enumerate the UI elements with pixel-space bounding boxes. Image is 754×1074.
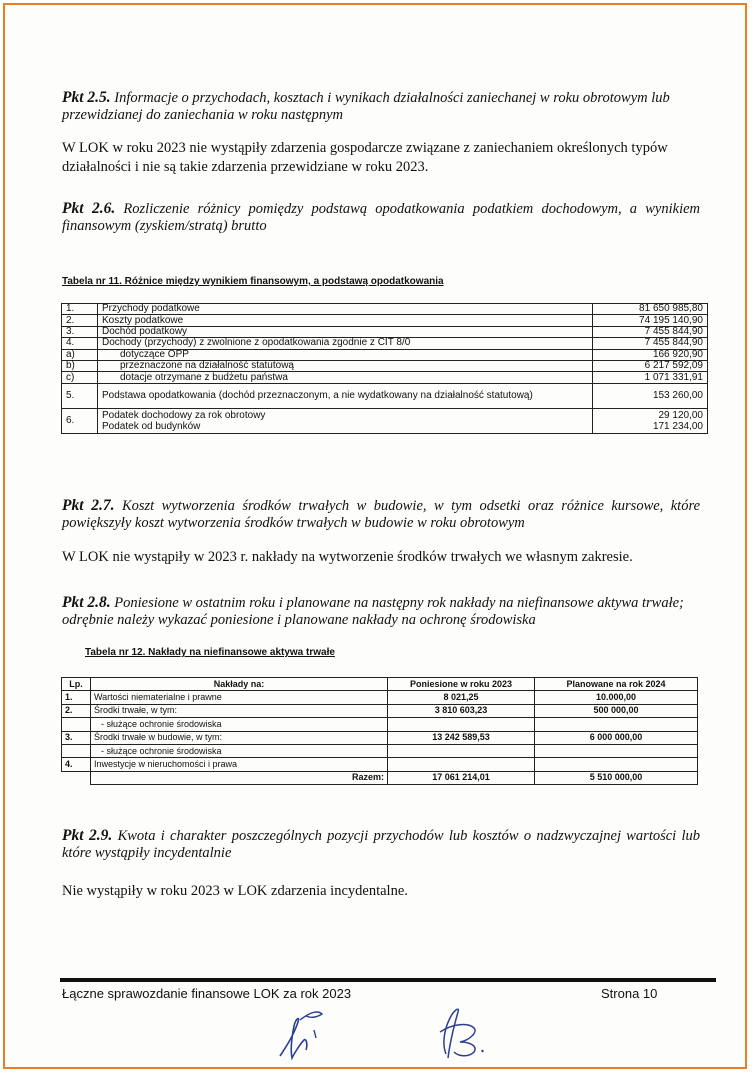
cell-label: przeznaczone na działalność statutową: [98, 360, 593, 371]
table-row: [62, 691, 698, 704]
table-row: [62, 744, 698, 757]
section-2-5-number: Pkt 2.5.: [62, 89, 111, 106]
table-row: [62, 731, 698, 744]
cell-label: dotacje otrzymane z budżetu państwa: [98, 372, 593, 383]
cell-label: - służące ochronie środowiska: [91, 744, 388, 757]
section-2-9-heading: [62, 827, 700, 862]
footer-page-number: Strona 10: [601, 986, 658, 1001]
cell-value: [593, 408, 708, 433]
footer-rule: [60, 978, 716, 982]
table-row: [62, 758, 698, 771]
table-row: [62, 408, 708, 433]
header-spent: Poniesione w roku 2023: [388, 678, 535, 691]
section-2-9-title: Kwota i charakter poszczególnych pozycji przychodów lub kosztów o nadzwyczajnej wartości lub które wystąpiły incydentalnie: [62, 828, 701, 861]
section-2-7-number: Pkt 2.7.: [62, 497, 115, 514]
cell-lp: 4.: [62, 338, 98, 349]
cell-value: 74 195 140,90: [593, 315, 708, 326]
cell-label: Dochód podatkowy: [98, 326, 593, 337]
cell-label: Przychody podatkowe: [98, 304, 593, 315]
building-tax-label: Podatek od budynków: [102, 420, 201, 432]
cell-label: Inwestycje w nieruchomości i prawa: [91, 758, 388, 771]
cell-label: Wartości niematerialne i prawne: [91, 691, 388, 704]
cell-value: 7 455 844,90: [593, 338, 708, 349]
table-row: [62, 718, 698, 731]
cell-value: 166 920,90: [593, 349, 708, 360]
cell-value: 7 455 844,90: [593, 326, 708, 337]
cell-label: Dochody (przychody) z zwolnione z opodatkowania zgodnie z CIT 8/0: [98, 338, 593, 349]
cell-value: 153 260,00: [593, 383, 708, 408]
cell-spent: [388, 758, 535, 771]
cell-lp: 3.: [62, 731, 91, 744]
table-12: [61, 677, 698, 785]
section-2-6-heading: [62, 200, 700, 235]
cell-planned: [535, 758, 698, 771]
total-planned: 5 510 000,00: [535, 771, 698, 784]
cell-lp: [62, 744, 91, 757]
cell-spent: 8 021,25: [388, 691, 535, 704]
section-2-8-heading: [62, 594, 702, 629]
cell-lp: c): [62, 372, 98, 383]
cell-spent: [388, 718, 535, 731]
section-2-6-number: Pkt 2.6.: [62, 200, 116, 217]
header-lp: Lp.: [62, 678, 91, 691]
section-2-7-heading: [62, 497, 700, 532]
cell-spent: [388, 744, 535, 757]
cell-planned: [535, 744, 698, 757]
cell-planned: 6 000 000,00: [535, 731, 698, 744]
cell-planned: 10.000,00: [535, 691, 698, 704]
table-row: [62, 349, 708, 360]
cell-lp: b): [62, 360, 98, 371]
cell-lp: 5.: [62, 383, 98, 408]
table-row: [62, 704, 698, 717]
table-row: [62, 326, 708, 337]
cell-lp: [62, 718, 91, 731]
cell-lp: 2.: [62, 315, 98, 326]
building-tax-value: 171 234,00: [652, 420, 703, 432]
section-2-5-body: W LOK w roku 2023 nie wystąpiły zdarzenia gospodarcze związane z zaniechaniem określonych typów działalności i nie są takie zdarzenia przewidziane w roku 2023.: [62, 140, 668, 175]
cell-label: - służące ochronie środowiska: [91, 718, 388, 731]
cell-label: Koszty podatkowe: [98, 315, 593, 326]
table-12-caption: Tabela nr 12. Nakłady na niefinansowe aktywa trwałe: [85, 647, 335, 658]
table-11: [61, 303, 708, 434]
section-2-5-heading: [62, 89, 702, 124]
section-2-9-number: Pkt 2.9.: [62, 827, 113, 844]
section-2-9-body: Nie wystąpiły w roku 2023 w LOK zdarzenia incydentalne.: [62, 883, 408, 899]
signature-right: [430, 1002, 500, 1066]
table-header-row: [62, 678, 698, 691]
tax-income-label: Podatek dochodowy za rok obrotowy: [102, 409, 266, 421]
cell-value: 81 650 985,80: [593, 304, 708, 315]
cell-lp: 1.: [62, 304, 98, 315]
header-planned: Planowane na rok 2024: [535, 678, 698, 691]
cell-lp: 1.: [62, 691, 91, 704]
cell-label: Środki trwałe w budowie, w tym:: [91, 731, 388, 744]
table-row: [62, 383, 708, 408]
footer-title: Łączne sprawozdanie finansowe LOK za rok 2023: [62, 986, 352, 1001]
cell-lp: 6.: [62, 408, 98, 433]
section-2-7-body: W LOK nie wystąpiły w 2023 r. nakłady na wytworzenie środków trwałych we własnym zakresie.: [62, 549, 633, 565]
cell-blank: [62, 771, 91, 784]
table-row: [62, 304, 708, 315]
table-row: [62, 372, 708, 383]
cell-lp: 2.: [62, 704, 91, 717]
total-label: Razem:: [91, 771, 388, 784]
cell-lp: 3.: [62, 326, 98, 337]
total-spent: 17 061 214,01: [388, 771, 535, 784]
cell-label: Podstawa opodatkowania (dochód przeznaczonym, a nie wydatkowany na działalność statutową): [98, 383, 593, 408]
section-2-6-title: Rozliczenie różnicy pomiędzy podstawą opodatkowania podatkiem dochodowym, a wynikiem finansowym (zyskiem/stratą) brutto: [62, 201, 700, 234]
table-row: [62, 315, 708, 326]
cell-planned: [535, 718, 698, 731]
cell-planned: 500 000,00: [535, 704, 698, 717]
cell-label: dotyczące OPP: [98, 349, 593, 360]
signature-left: [270, 1004, 340, 1066]
cell-lp: a): [62, 349, 98, 360]
section-2-8-number: Pkt 2.8.: [62, 594, 111, 611]
cell-value: 1 071 331,91: [593, 372, 708, 383]
cell-spent: 13 242 589,53: [388, 731, 535, 744]
cell-spent: 3 810 603,23: [388, 704, 535, 717]
cell-value: 6 217 592,09: [593, 360, 708, 371]
tax-income-value: 29 120,00: [658, 409, 703, 421]
table-11-caption: Tabela nr 11. Różnice między wynikiem finansowym, a podstawą opodatkowania: [62, 276, 444, 287]
section-2-8-title: Poniesione w ostatnim roku i planowane na następny rok nakłady na niefinansowe aktywa trwałe; odrębnie należy wykazać poniesione i planowane nakłady na ochronę środowiska: [62, 595, 684, 628]
cell-lp: 4.: [62, 758, 91, 771]
section-2-7-title: Koszt wytworzenia środków trwałych w budowie, w tym odsetki oraz różnice kursowe, które powiększyły koszt wytworzenia środków trwałych w budowie w roku obrotowym: [62, 498, 701, 531]
table-total-row: [62, 771, 698, 784]
cell-label: [98, 408, 593, 433]
section-2-5-title: Informacje o przychodach, kosztach i wynikach działalności zaniechanej w roku obrotowym lub przewidzianej do zaniechania w roku następnym: [62, 90, 670, 123]
table-row: [62, 338, 708, 349]
header-label: Nakłady na:: [91, 678, 388, 691]
table-row: [62, 360, 708, 371]
cell-label: Środki trwałe, w tym:: [91, 704, 388, 717]
